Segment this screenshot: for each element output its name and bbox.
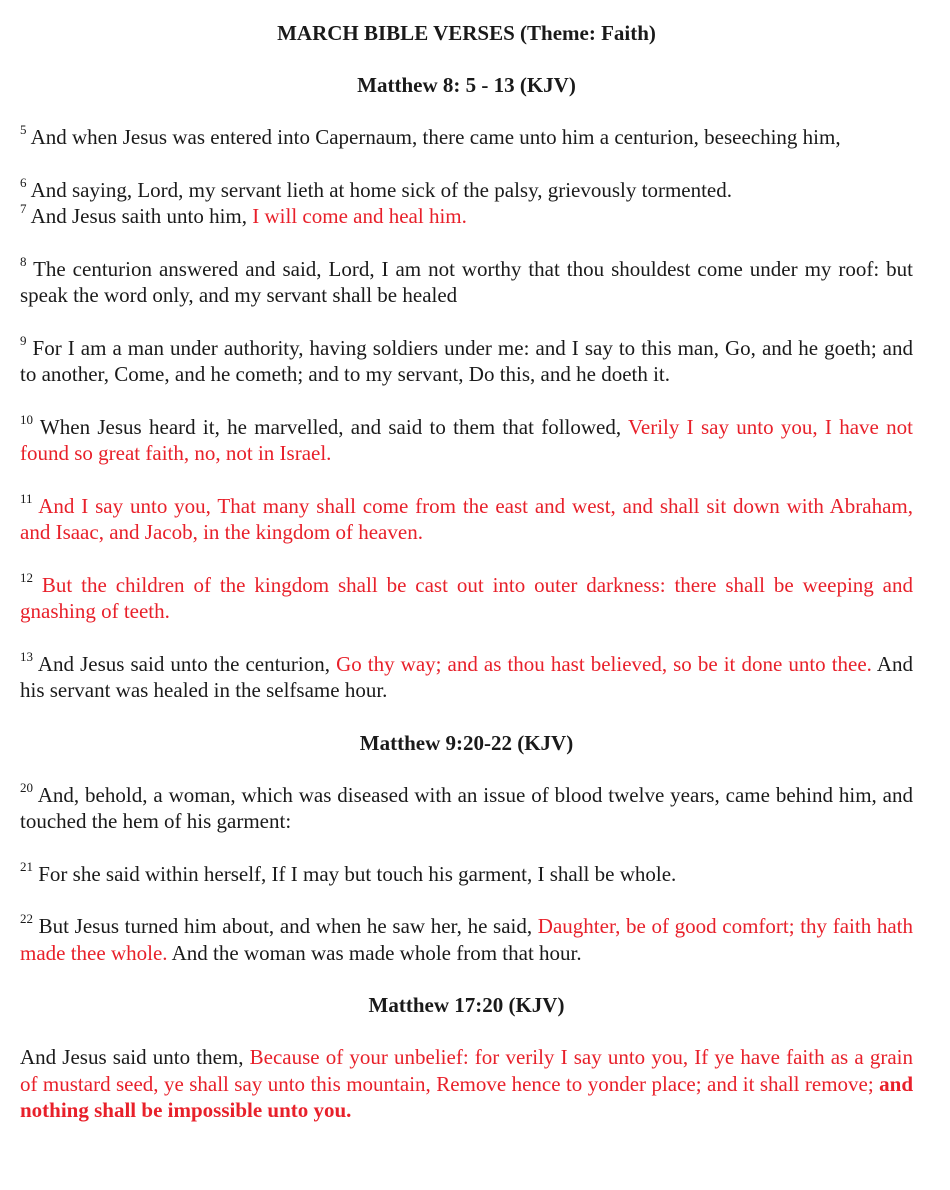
verse-text: When Jesus heard it, he marvelled, and said to them that followed, <box>39 414 629 439</box>
verse-text-after: And his servant was healed in the selfsame hour. <box>20 651 913 702</box>
verse-8-9 <box>20 332 913 388</box>
verse-8-8 <box>20 253 913 309</box>
words-of-jesus: But the children of the kingdom shall be cast out into outer darkness: there shall be weeping and gnashing of teeth. <box>20 572 914 623</box>
verse-9-21 <box>20 858 913 888</box>
verse-number: 7 <box>20 201 27 216</box>
verse-8-5 <box>20 124 913 151</box>
verse-number: 10 <box>20 411 33 427</box>
verse-8-13 <box>20 648 913 704</box>
section-heading-matthew-9: Matthew 9:20-22 (KJV) <box>359 730 574 755</box>
verse-text: And Jesus said unto them, <box>20 1045 250 1069</box>
verse-text: And Jesus saith unto him, <box>30 204 253 228</box>
verse-text: For I am a man under authority, having soldiers under me: and I say to this man, Go, and he goeth; and to another, Come, and he cometh; and to my servant, Do this, and he doeth it. <box>20 335 913 386</box>
verse-9-22 <box>20 913 913 966</box>
words-of-jesus: Go thy way; and as thou hast believed, so be it done unto thee. <box>336 651 872 676</box>
verse-text: But Jesus turned him about, and when he saw her, he said, <box>38 914 538 938</box>
verse-text: The centurion answered and said, Lord, I am not worthy that thou shouldest come under my roof: but speak the word only, and my servant shall be healed <box>20 256 913 307</box>
verse-text: And when Jesus was entered into Capernaum, there came unto him a centurion, beseeching him, <box>30 125 841 149</box>
verse-number: 21 <box>20 858 33 874</box>
words-of-jesus: Because of your unbelief: for verily I say unto you, If ye have faith as a grain of mustard seed, ye shall say unto this mountain, Remove hence to yonder place; and it shall remove; <box>20 1045 913 1096</box>
document-title: MARCH BIBLE VERSES (Theme: Faith) <box>277 21 656 45</box>
verse-8-11 <box>20 490 914 546</box>
verse-number: 22 <box>20 911 33 926</box>
verse-text-after: And the woman was made whole from that hour. <box>167 940 582 965</box>
verse-text: And Jesus said unto the centurion, <box>37 651 337 676</box>
verse-number: 6 <box>20 174 27 190</box>
verse-number: 12 <box>20 569 33 585</box>
verse-text: And, behold, a woman, which was diseased with an issue of blood twelve years, came behind him, and touched the hem of his garment: <box>20 782 914 833</box>
words-of-jesus: Daughter, be of good comfort; thy faith hath made thee whole. <box>20 914 913 965</box>
verse-number: 9 <box>20 332 27 348</box>
verse-number: 20 <box>20 779 33 795</box>
words-of-jesus-emphasis: and nothing shall be impossible unto you. <box>20 1071 913 1122</box>
words-of-jesus: And I say unto you, That many shall come from the east and west, and shall sit down with Abraham, and Isaac, and Jacob, in the kingdom of heaven. <box>20 493 914 544</box>
words-of-jesus: I will come and heal him. <box>252 204 467 228</box>
verse-17-20 <box>20 1044 913 1124</box>
verse-8-6 <box>20 174 913 204</box>
verse-number: 13 <box>20 648 33 664</box>
verse-8-10 <box>20 411 913 467</box>
verse-9-20 <box>20 779 914 835</box>
verse-8-7 <box>20 203 913 230</box>
verse-text: For she said within herself, If I may but touch his garment, I shall be whole. <box>38 861 677 886</box>
verse-text: And saying, Lord, my servant lieth at home sick of the palsy, grievously tormented. <box>30 177 733 202</box>
section-heading-matthew-17: Matthew 17:20 (KJV) <box>368 993 565 1017</box>
verse-8-12 <box>20 569 914 625</box>
words-of-jesus: Verily I say unto you, I have not found so great faith, no, not in Israel. <box>20 414 913 465</box>
verse-number: 11 <box>20 490 33 506</box>
section-heading-matthew-8: Matthew 8: 5 - 13 (KJV) <box>357 73 576 97</box>
verse-number: 5 <box>20 122 27 137</box>
verse-number: 8 <box>20 253 27 269</box>
